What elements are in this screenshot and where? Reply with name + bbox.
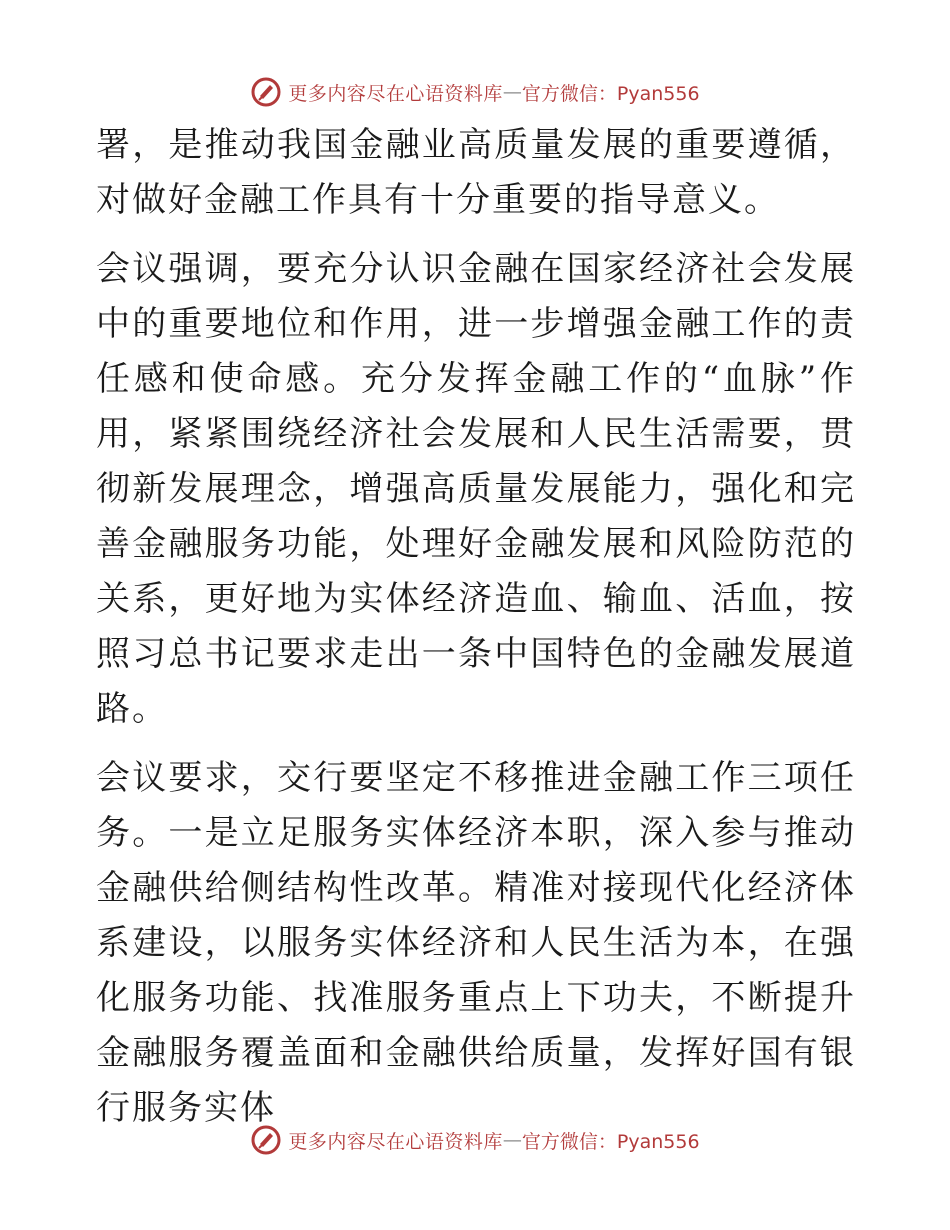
- document-body: [96, 118, 856, 1136]
- paragraph-2: 会议强调，要充分认识金融在国家经济社会发展中的重要地位和作用，进一步增强金融工作的责任感和使命感。充分发挥金融工作的“血脉”作用，紧紧围绕经济社会发展和人民生活需要，贯彻新发展理念，增强高质量发展能力，强化和完善金融服务功能，处理好金融发展和风险防范的关系，更好地为实体经济造血、输血、活血，按照习总书记要求走出一条中国特色的金融发展道路。: [96, 249, 856, 729]
- footer-separator: —: [502, 1129, 522, 1151]
- header-wechat-text: 官方微信：Pyan556: [521, 82, 700, 105]
- paragraph-1: 署，是推动我国金融业高质量发展的重要遵循，对做好金融工作具有十分重要的指导意义。: [96, 125, 856, 220]
- footer-wechat-text: 官方微信：Pyan556: [521, 1130, 700, 1153]
- header-brand-text: 更多内容尽在心语资料库: [288, 82, 503, 105]
- paragraph-3: 会议要求，交行要坚定不移推进金融工作三项任务。一是立足服务实体经济本职，深入参与推动金融供给侧结构性改革。精准对接现代化经济体系建设，以服务实体经济和人民生活为本，在强化服务功能、找准服务重点上下功夫，不断提升金融服务覆盖面和金融供给质量，发挥好国有银行服务实体: [96, 758, 856, 1128]
- brand-logo-icon: [250, 1124, 282, 1156]
- page-header: [0, 72, 950, 112]
- footer-brand-text: 更多内容尽在心语资料库: [288, 1130, 503, 1153]
- brand-logo-icon: [250, 76, 282, 108]
- page-footer: [0, 1120, 950, 1160]
- header-separator: —: [502, 81, 522, 103]
